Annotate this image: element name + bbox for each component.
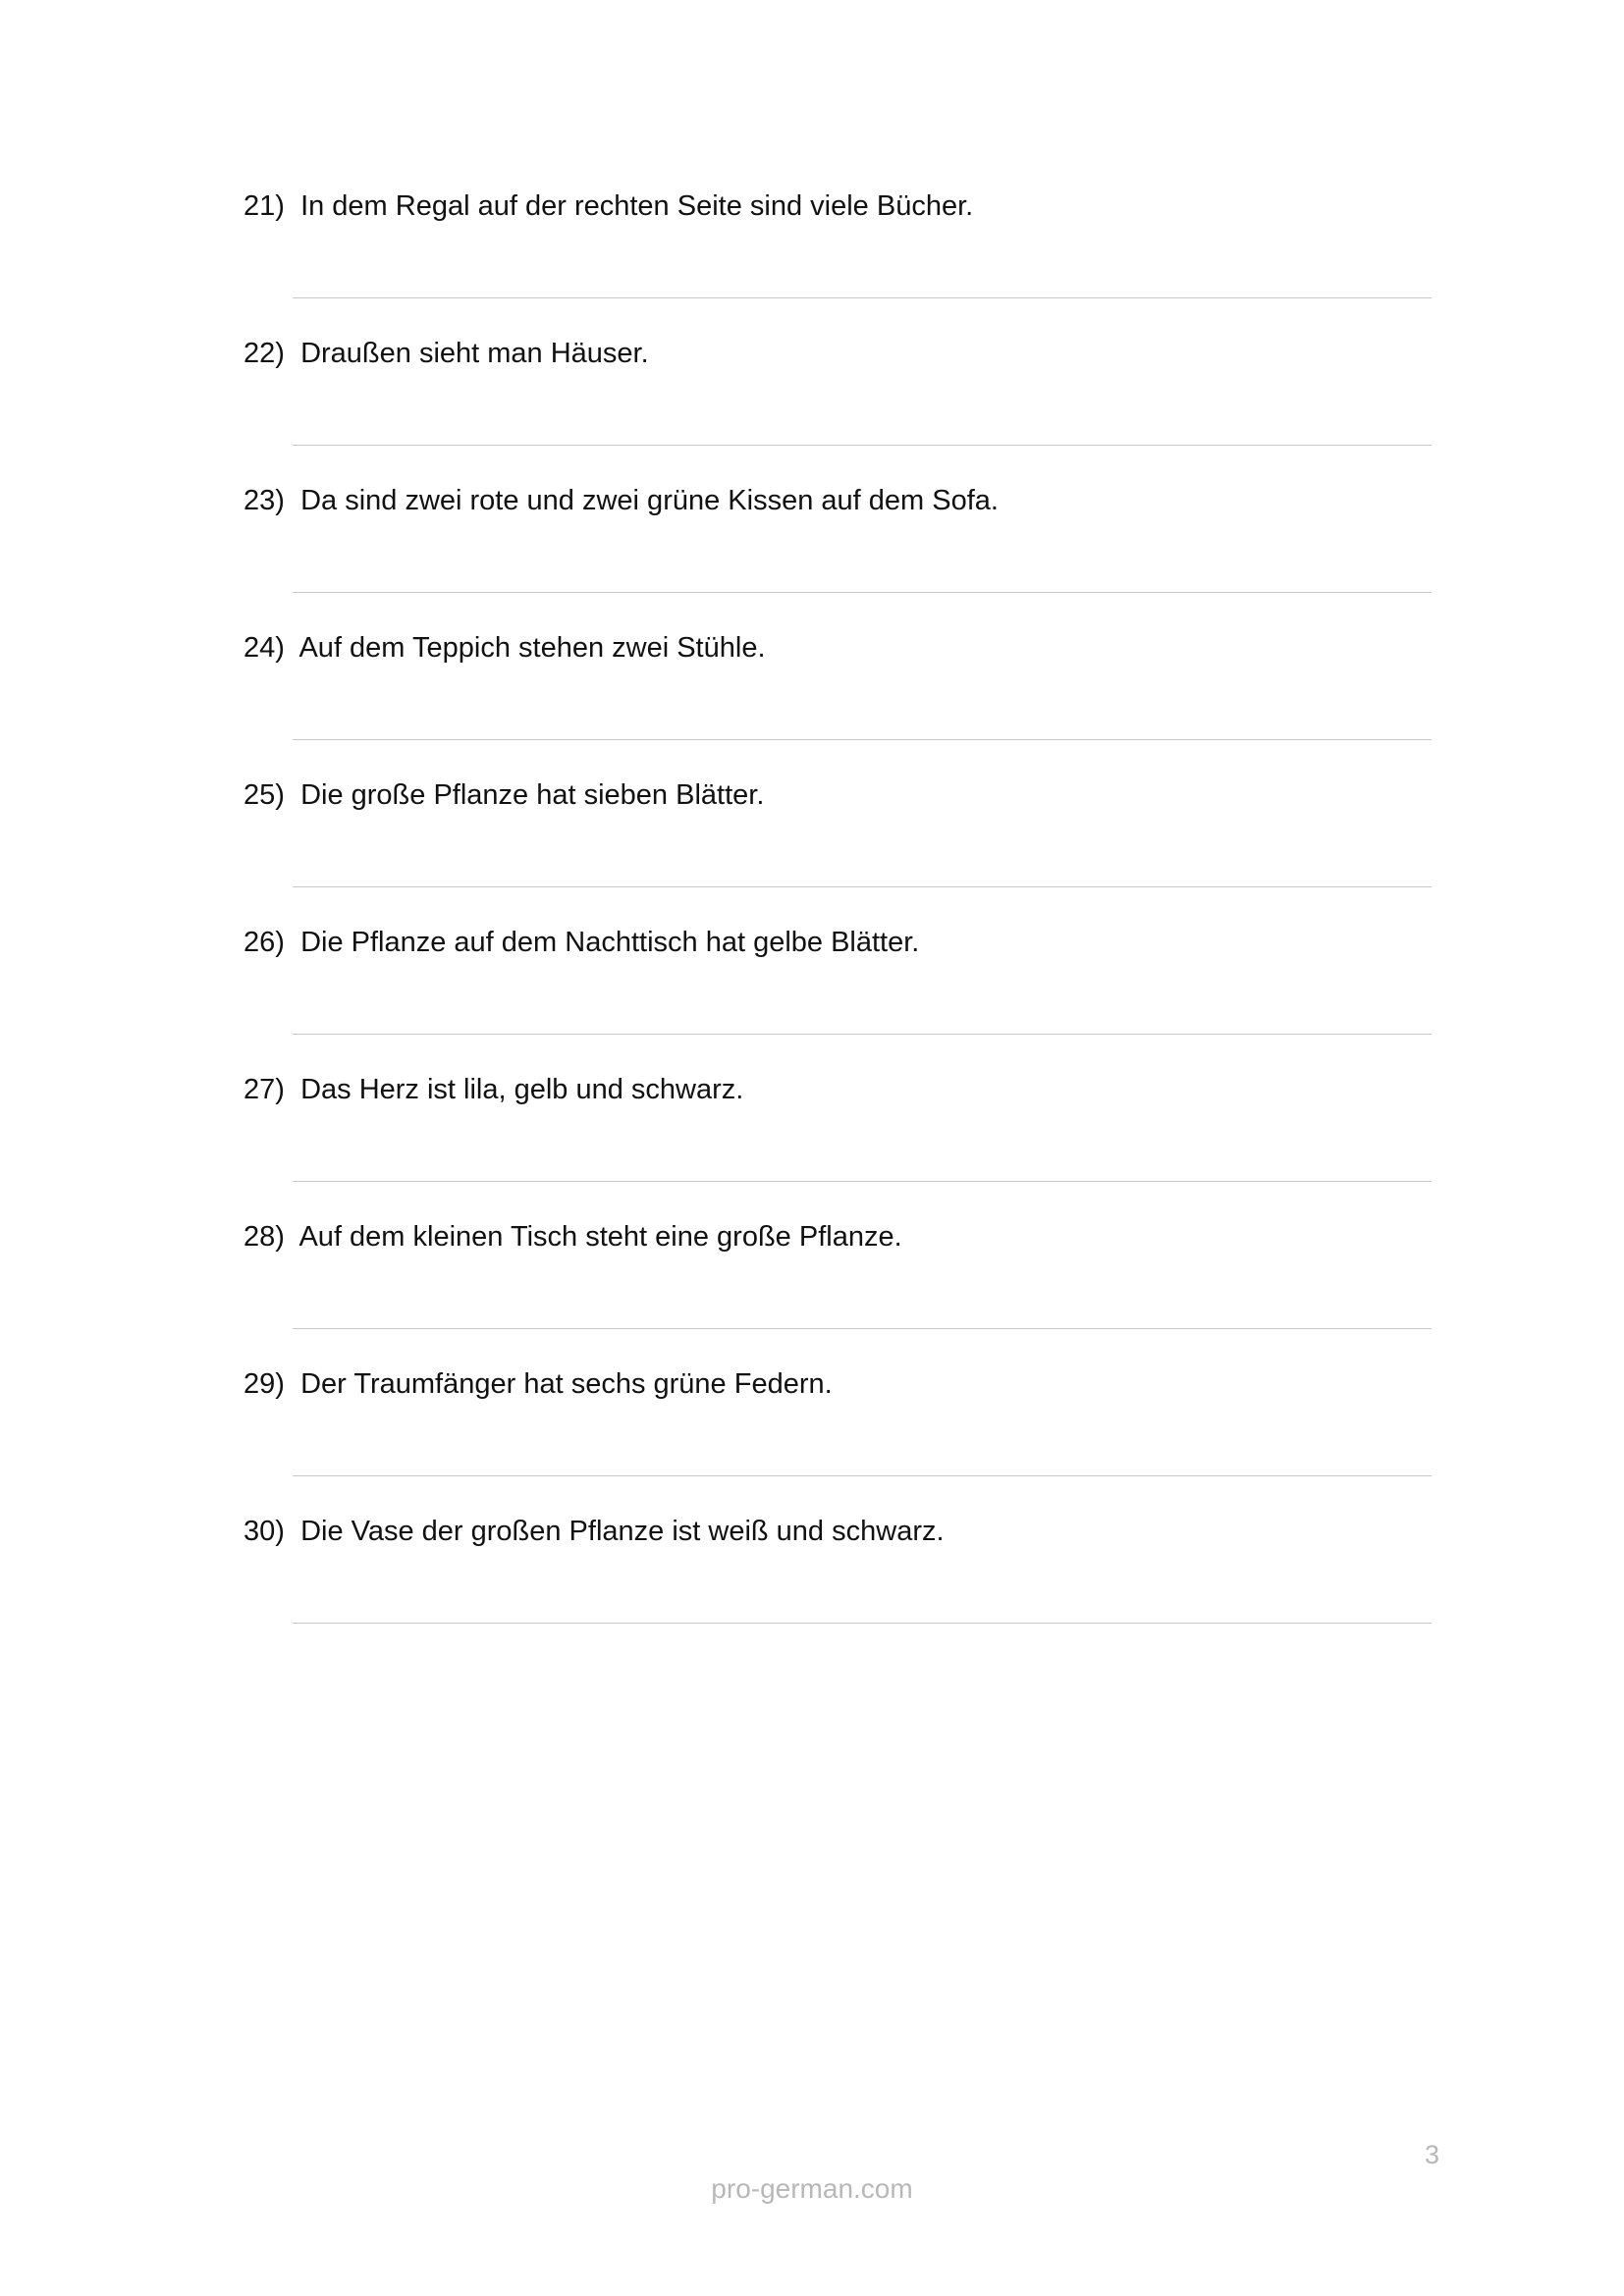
exercise-number: 22): [244, 338, 285, 369]
answer-line[interactable]: [293, 886, 1432, 887]
exercise-statement: [244, 923, 919, 962]
answer-line[interactable]: [293, 1475, 1432, 1476]
exercise-item: [244, 187, 1432, 334]
exercise-item: [244, 775, 1432, 923]
exercise-number: 26): [244, 927, 285, 958]
exercise-statement: [244, 1070, 743, 1109]
answer-line[interactable]: [293, 297, 1432, 298]
exercise-number: 23): [244, 485, 285, 516]
answer-line[interactable]: [293, 1328, 1432, 1329]
exercise-text: Der Traumfänger hat sechs grüne Federn.: [300, 1368, 833, 1400]
exercise-statement: [244, 628, 766, 667]
exercise-text: Das Herz ist lila, gelb und schwarz.: [300, 1074, 744, 1105]
answer-line[interactable]: [293, 592, 1432, 593]
page-number: 3: [1424, 2140, 1439, 2169]
answer-line[interactable]: [293, 1034, 1432, 1035]
exercise-item: [244, 1512, 1432, 1659]
exercise-number: 25): [244, 779, 285, 811]
exercise-number: 30): [244, 1516, 285, 1547]
exercise-statement: [244, 775, 764, 815]
exercise-text: Auf dem Teppich stehen zwei Stühle.: [298, 632, 766, 664]
answer-line[interactable]: [293, 739, 1432, 740]
footer-website: pro-german.com: [711, 2173, 913, 2204]
exercise-list: [244, 187, 1432, 1659]
exercise-number: 27): [244, 1074, 285, 1105]
exercise-text: Die Pflanze auf dem Nachttisch hat gelbe Blätter.: [300, 927, 920, 958]
exercise-statement: [244, 1364, 833, 1404]
exercise-number: 24): [244, 632, 285, 664]
exercise-number: 21): [244, 190, 285, 222]
exercise-item: [244, 923, 1432, 1070]
exercise-statement: [244, 481, 999, 520]
exercise-number: 29): [244, 1368, 285, 1400]
answer-line[interactable]: [293, 1623, 1432, 1624]
exercise-statement: [244, 187, 973, 226]
exercise-item: [244, 1217, 1432, 1364]
exercise-statement: [244, 1512, 945, 1551]
exercise-item: [244, 481, 1432, 628]
exercise-item: [244, 334, 1432, 481]
answer-line[interactable]: [293, 445, 1432, 446]
exercise-item: [244, 628, 1432, 775]
exercise-number: 28): [244, 1221, 285, 1253]
exercise-statement: [244, 334, 649, 373]
exercise-text: Die Vase der großen Pflanze ist weiß und schwarz.: [300, 1516, 945, 1547]
exercise-text: Draußen sieht man Häuser.: [300, 338, 649, 369]
exercise-text: Auf dem kleinen Tisch steht eine große Pflanze.: [298, 1221, 902, 1253]
exercise-text: Die große Pflanze hat sieben Blätter.: [300, 779, 765, 811]
answer-line[interactable]: [293, 1181, 1432, 1182]
exercise-statement: [244, 1217, 902, 1256]
exercise-item: [244, 1070, 1432, 1217]
exercise-text: Da sind zwei rote und zwei grüne Kissen auf dem Sofa.: [300, 485, 999, 516]
exercise-text: In dem Regal auf der rechten Seite sind viele Bücher.: [300, 190, 974, 222]
exercise-item: [244, 1364, 1432, 1512]
